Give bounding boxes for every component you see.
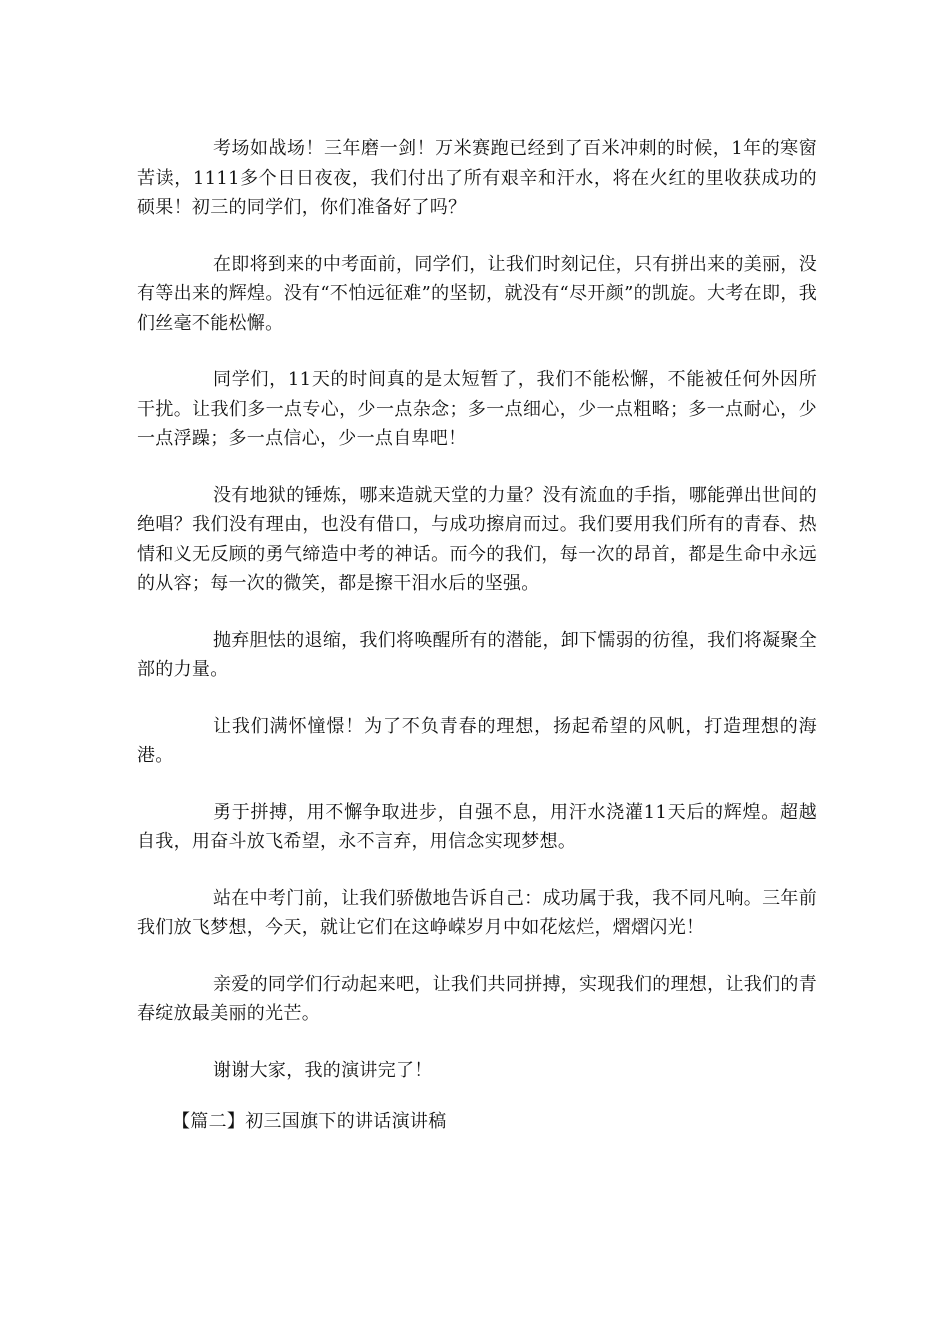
paragraph: 同学们，11天的时间真的是太短暂了，我们不能松懈，不能被任何外因所干扰。让我们多一点专心，少一点杂念；多一点细心，少一点粗略；多一点耐心，少一点浮躁；多一点信心，少一点自卑吧！ xyxy=(137,369,817,449)
document-body xyxy=(137,134,817,1137)
paragraph: 在即将到来的中考面前，同学们，让我们时刻记住，只有拼出来的美丽，没有等出来的辉煌。没有“不怕远征难”的坚韧，就没有“尽开颜”的凯旋。大考在即，我们丝毫不能松懈。 xyxy=(137,253,817,334)
paragraph: 亲爱的同学们行动起来吧，让我们共同拼搏，实现我们的理想，让我们的青春绽放最美丽的光芒。 xyxy=(137,973,817,1024)
paragraph: 没有地狱的锤炼，哪来造就天堂的力量？没有流血的手指，哪能弹出世间的绝唱？我们没有理由，也没有借口，与成功擦肩而过。我们要用我们所有的青春、热情和义无反顾的勇气缔造中考的神话。而今的我们，每一次的昂首，都是生命中永远的从容；每一次的微笑，都是擦干泪水后的坚强。 xyxy=(137,484,817,594)
paragraph: 站在中考门前，让我们骄傲地告诉自己：成功属于我，我不同凡响。三年前我们放飞梦想，今天，就让它们在这峥嵘岁月中如花炫烂，熠熠闪光！ xyxy=(137,887,817,938)
section-heading: 【篇二】初三国旗下的讲话演讲稿 xyxy=(172,1111,447,1132)
paragraph: 谢谢大家，我的演讲完了！ xyxy=(213,1059,433,1081)
paragraph: 让我们满怀憧憬！为了不负青春的理想，扬起希望的风帆，打造理想的海港。 xyxy=(137,715,817,766)
paragraph: 考场如战场！三年磨一剑！万米赛跑已经到了百米冲刺的时候，1年的寒窗苦读，1111多个日日夜夜，我们付出了所有艰辛和汗水，将在火红的里收获成功的硕果！初三的同学们，你们准备好了吗？ xyxy=(137,138,817,218)
paragraph: 抛弃胆怯的退缩，我们将唤醒所有的潜能，卸下懦弱的彷徨，我们将凝聚全部的力量。 xyxy=(137,629,817,680)
paragraph: 勇于拼搏，用不懈争取进步，自强不息，用汗水浇灌11天后的辉煌。超越自我，用奋斗放飞希望，永不言弃，用信念实现梦想。 xyxy=(137,801,817,852)
